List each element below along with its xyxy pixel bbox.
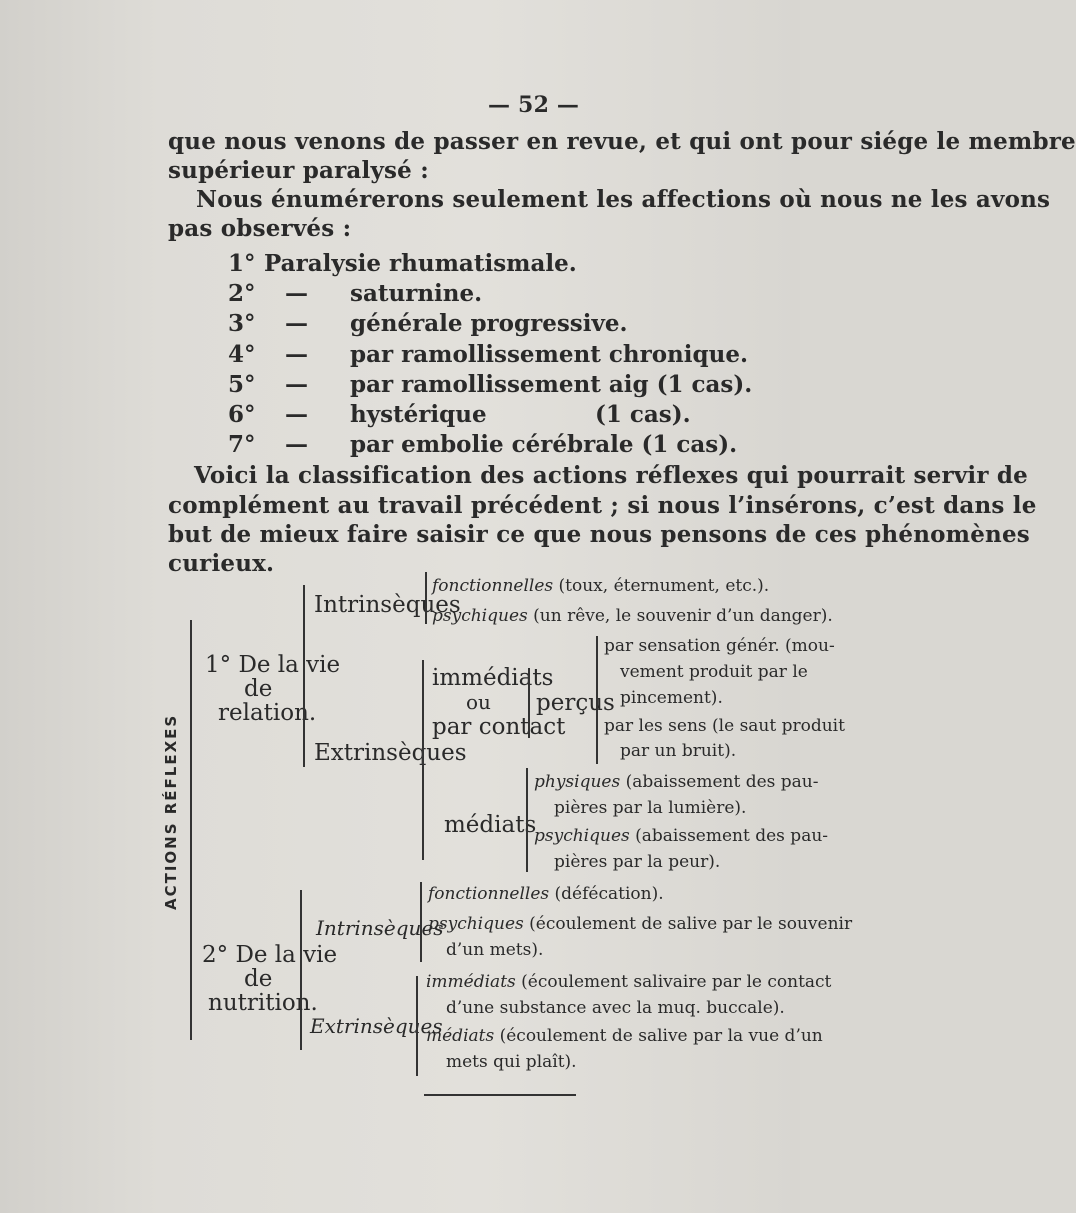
mediats-brace	[526, 768, 528, 872]
mediats-line: pières par la lumière).	[554, 798, 747, 818]
text-line-3: Nous énumérerons seulement les affections où nous ne les avons	[196, 186, 1051, 213]
fonctionnelles-entry: fonctionnelles (toux, éternument, etc.).	[432, 576, 770, 596]
relation-brace	[303, 585, 305, 767]
relation-label: 1° De la vie	[205, 652, 341, 678]
mediats-label: médiats	[444, 812, 537, 838]
intrinseques-label: Intrinsèques	[314, 592, 461, 618]
nutrition-immediats: immédiats (écoulement salivaire par le contact	[426, 972, 832, 992]
nutrition-mediats-cont: mets qui plaît).	[446, 1052, 577, 1072]
list-item-text: générale progressive.	[350, 310, 628, 337]
list-item-dash: —	[285, 341, 308, 368]
list-item-number: 5°	[228, 371, 256, 398]
nutrition-intrinseques-brace	[420, 882, 422, 962]
page-number: — 52 —	[488, 92, 580, 118]
list-item-text: par ramollissement chronique.	[350, 341, 748, 368]
nutrition-psychiques-cont: d’un mets).	[446, 940, 544, 960]
nutrition-brace	[300, 890, 302, 1050]
list-item-text: par embolie cérébrale (1 cas).	[350, 431, 738, 458]
list-item-dash: —	[285, 310, 308, 337]
psychiques-entry: psychiques (un rêve, le souvenir d’un danger).	[432, 606, 833, 626]
nutrition-extrinseques-brace	[416, 976, 418, 1076]
list-item-dash: —	[285, 280, 308, 307]
mediats-line: pières par la peur).	[554, 852, 721, 872]
percus-line: par sensation génér. (mou-	[604, 636, 835, 656]
mediats-line: psychiques (abaissement des pau-	[534, 826, 829, 846]
percus-label: perçus	[536, 690, 615, 716]
relation-label: de	[244, 676, 273, 702]
percus-brace	[596, 636, 598, 764]
nutrition-psychiques: psychiques (écoulement de salive par le souvenir	[428, 914, 853, 934]
list-item-dash: —	[285, 371, 308, 398]
percus-line: par un bruit).	[620, 741, 737, 761]
table-side-title: ACTIONS RÉFLEXES	[162, 713, 180, 910]
list-item-number: 2°	[228, 280, 256, 307]
extrinseques-brace	[422, 660, 424, 860]
percus-line: vement produit par le	[620, 662, 808, 682]
text-line-4: pas observés :	[168, 215, 352, 242]
text-line-7: but de mieux faire saisir ce que nous pensons de ces phénomènes	[168, 521, 1030, 548]
list-item-text: hystérique	[350, 401, 487, 428]
list-item-dash: —	[285, 401, 308, 428]
list-item-number: 7°	[228, 431, 256, 458]
list-item-text: par ramollissement aig (1 cas).	[350, 371, 753, 398]
text-line-6: complément au travail précédent ; si nous l’insérons, c’est dans le	[168, 492, 1037, 519]
list-item-number: 4°	[228, 341, 256, 368]
main-brace	[190, 620, 192, 1040]
extrinseques-label: Extrinsèques	[314, 740, 467, 766]
list-item-text: Paralysie rhumatismale.	[264, 250, 577, 277]
nutrition-label: nutrition.	[208, 990, 318, 1016]
list-item-text: saturnine.	[350, 280, 483, 307]
text-line-5: Voici la classification des actions réflexes qui pourrait servir de	[194, 462, 1028, 489]
percus-line: pincement).	[620, 688, 723, 708]
contact-label: par contact	[432, 714, 566, 740]
nutrition-immediats-cont: d’une substance avec la muq. buccale).	[446, 998, 785, 1018]
mediats-line: physiques (abaissement des pau-	[534, 772, 819, 792]
end-rule	[424, 1094, 576, 1096]
list-item-number: 6°	[228, 401, 256, 428]
text-line-1: que nous venons de passer en revue, et qui ont pour siége le membre	[168, 128, 1076, 155]
text-line-8: curieux.	[168, 550, 275, 577]
nutrition-extrinseques-label: Extrinsèques	[310, 1014, 443, 1038]
list-item-number: 1°	[228, 250, 256, 277]
relation-label: relation.	[218, 700, 317, 726]
text-line-2: supérieur paralysé :	[168, 157, 429, 184]
nutrition-intrinseques-label: Intrinsèques	[316, 916, 444, 940]
list-item-number: 3°	[228, 310, 256, 337]
nutrition-label: de	[244, 966, 273, 992]
intrinseques-brace	[425, 572, 427, 624]
nutrition-mediats: médiats (écoulement de salive par la vue d’un	[426, 1026, 823, 1046]
percus-line: par les sens (le saut produit	[604, 716, 845, 736]
immediats-label: immédiats	[432, 665, 554, 691]
immediats-brace	[528, 668, 530, 738]
nutrition-fonctionnelles: fonctionnelles (défécation).	[428, 884, 664, 904]
ou-label: ou	[466, 690, 491, 714]
list-item-note: (1 cas).	[595, 401, 691, 428]
list-item-dash: —	[285, 431, 308, 458]
nutrition-label: 2° De la vie	[202, 942, 338, 968]
